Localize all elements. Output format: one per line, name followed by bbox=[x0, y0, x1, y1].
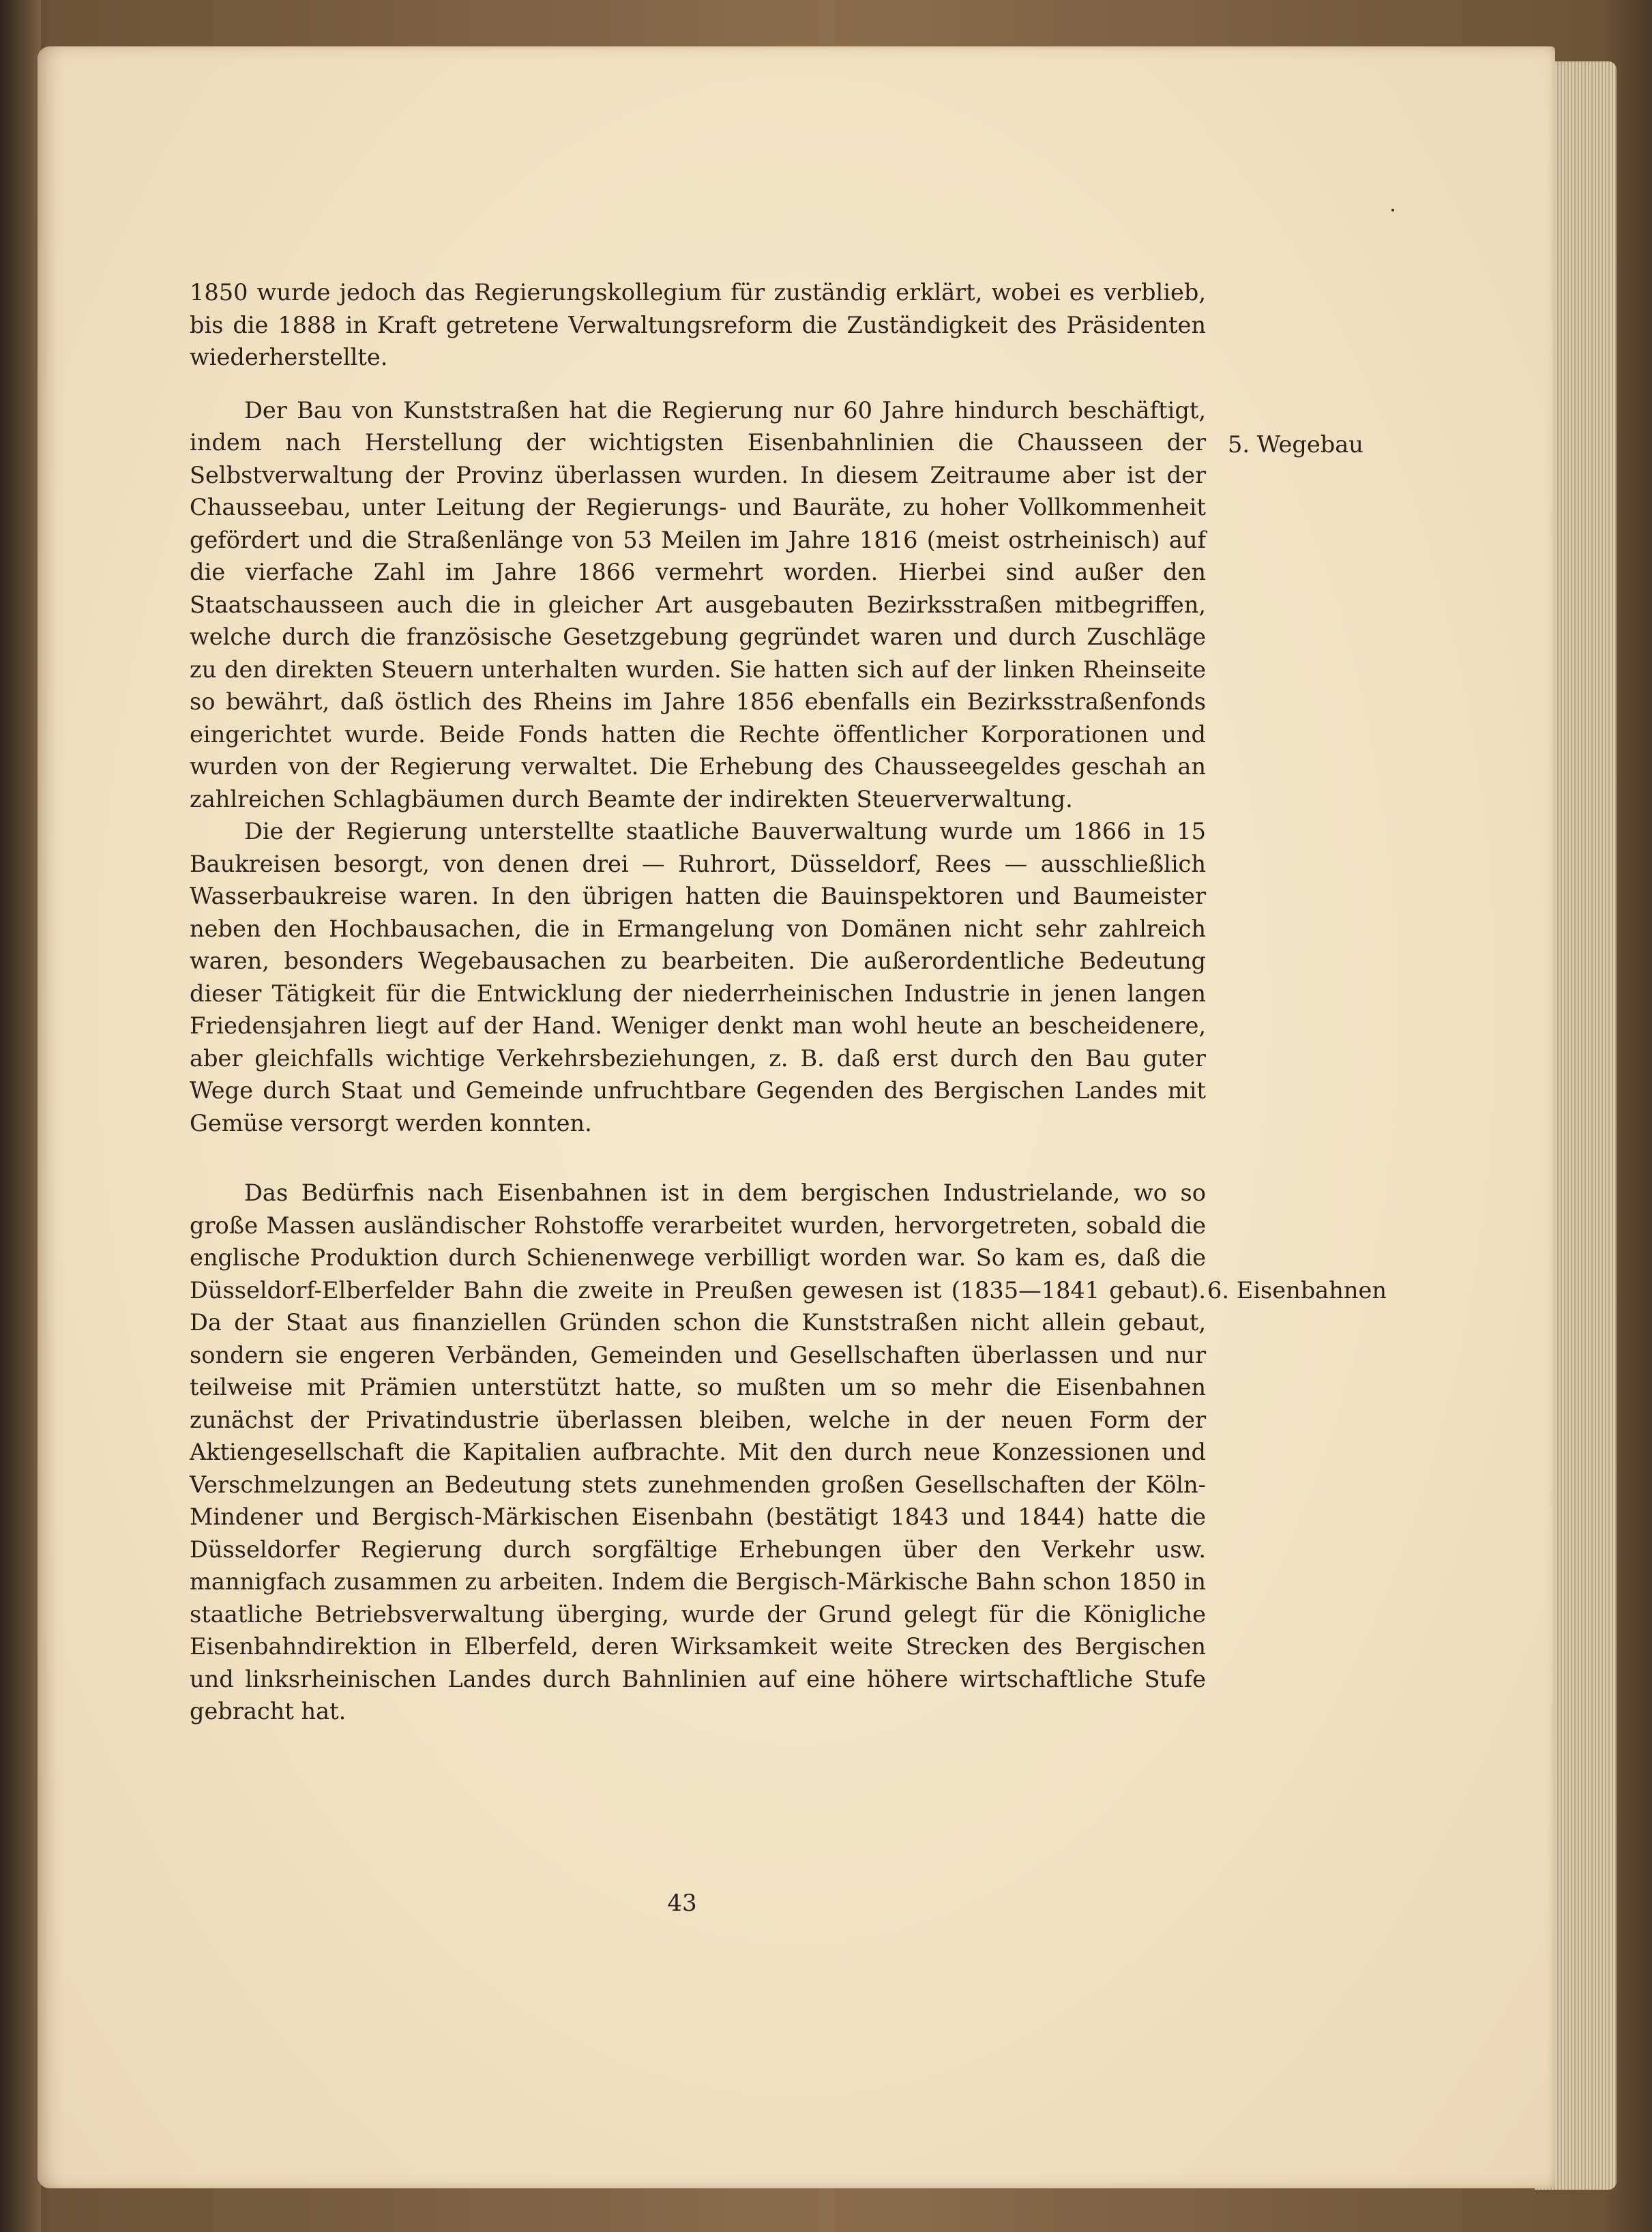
paragraph-continuation: 1850 wurde jedoch das Regierungskollegium für zuständig erklärt, wobei es verblieb, bis die 1888 in Kraft getretene Verwaltungsreform die Zuständigkeit des Präsidenten wiederherstellte. bbox=[190, 279, 1206, 370]
book-gutter bbox=[0, 0, 41, 2232]
margin-note-eisenbahnen: 6. Eisenbahnen bbox=[1207, 1277, 1387, 1304]
paragraph-bauverwaltung: Die der Regierung unterstellte staatliche Bauverwaltung wurde um 1866 in 15 Baukreisen besorgt, von denen drei — Ruhrort, Düsseldorf, Rees — ausschließlich Wasserbaukreise waren. In den übrigen hatten die Bauinspektoren und Baumeister neben den Hochbausachen, die in Ermangelung von Domänen nicht sehr zahlreich waren, besonders Wegebausachen zu bearbeiten. Die außerordentliche Bedeutung dieser Tätigkeit für die Entwicklung der niederrheinischen Industrie in jenen langen Friedensjahren liegt auf der Hand. Weniger denkt man wohl heute an bescheidenere, aber gleichfalls wichtige Verkehrsbeziehungen, z. B. daß erst durch den Bau guter Wege durch Staat und Gemeinde unfruchtbare Gegenden des Bergischen Landes mit Gemüse versorgt werden konnten. bbox=[190, 818, 1206, 1136]
paragraph-kunststrassen: Der Bau von Kunststraßen hat die Regierung nur 60 Jahre hindurch beschäftigt, indem nach Herstellung der wichtigsten Eisenbahnlinien die Chausseen der Selbstverwaltung der Provinz überlassen wurden. In diesem Zeitraume aber ist der Chausseebau, unter Leitung der Regierungs- und Bauräte, zu hoher Vollkommenheit gefördert und die Straßenlänge von 53 Meilen im Jahre 1816 (meist ostrheinisch) auf die vierfache Zahl im Jahre 1866 vermehrt worden. Hierbei sind außer den Staatschausseen auch die in gleicher Art ausgebauten Bezirksstraßen mitbegriffen, welche durch die französische Gesetzgebung gegründet waren und durch Zuschläge zu den direkten Steuern unterhalten wurden. Sie hatten sich auf der linken Rheinseite so bewährt, daß östlich des Rheins im Jahre 1856 ebenfalls ein Bezirksstraßenfonds eingerichtet wurde. Beide Fonds hatten die Rechte öffentlicher Korporationen und wurden von der Regierung verwaltet. Die Erhebung des Chausseegeldes geschah an zahlreichen Schlagbäumen durch Beamte der indirekten Steuerverwaltung. bbox=[190, 396, 1206, 812]
page-number: 43 bbox=[667, 1890, 697, 1917]
body-text bbox=[190, 276, 1206, 1728]
ink-speck bbox=[1391, 209, 1394, 211]
margin-note-wegebau: 5. Wegebau bbox=[1228, 431, 1363, 458]
paragraph-eisenbahnen: Das Bedürfnis nach Eisenbahnen ist in dem bergischen Industrielande, wo so große Massen ausländischer Rohstoffe verarbeitet wurden, hervorgetreten, sobald die englische Produktion durch Schienenwege verbilligt worden war. So kam es, daß die Düsseldorf-Elberfelder Bahn die zweite in Preußen gewesen ist (1835—1841 gebaut). Da der Staat aus finanziellen Gründen schon die Kunststraßen nicht allein gebaut, sondern sie engeren Verbänden, Gemeinden und Gesellschaften überlassen und nur teilweise mit Prämien unterstützt hatte, so mußten um so mehr die Eisenbahnen zunächst der Privatindustrie überlassen bleiben, welche in der neuen Form der Aktiengesellschaft die Kapitalien aufbrachte. Mit den durch neue Konzessionen und Verschmelzungen an Bedeutung stets zunehmenden großen Gesellschaften der Köln-Mindener und Bergisch-Märkischen Eisenbahn (bestätigt 1843 und 1844) hatte die Düsseldorfer Regierung durch sorgfältige Erhebungen über den Verkehr usw. mannigfach zusammen zu arbeiten. Indem die Bergisch-Märkische Bahn schon 1850 in staatliche Betriebsverwaltung überging, wurde der Grund gelegt für die Königliche Eisenbahndirektion in Elberfeld, deren Wirksamkeit weite Strecken des Bergischen und linksrheinischen Landes durch Bahnlinien auf eine höhere wirtschaftliche Stufe gebracht hat. bbox=[190, 1179, 1206, 1724]
